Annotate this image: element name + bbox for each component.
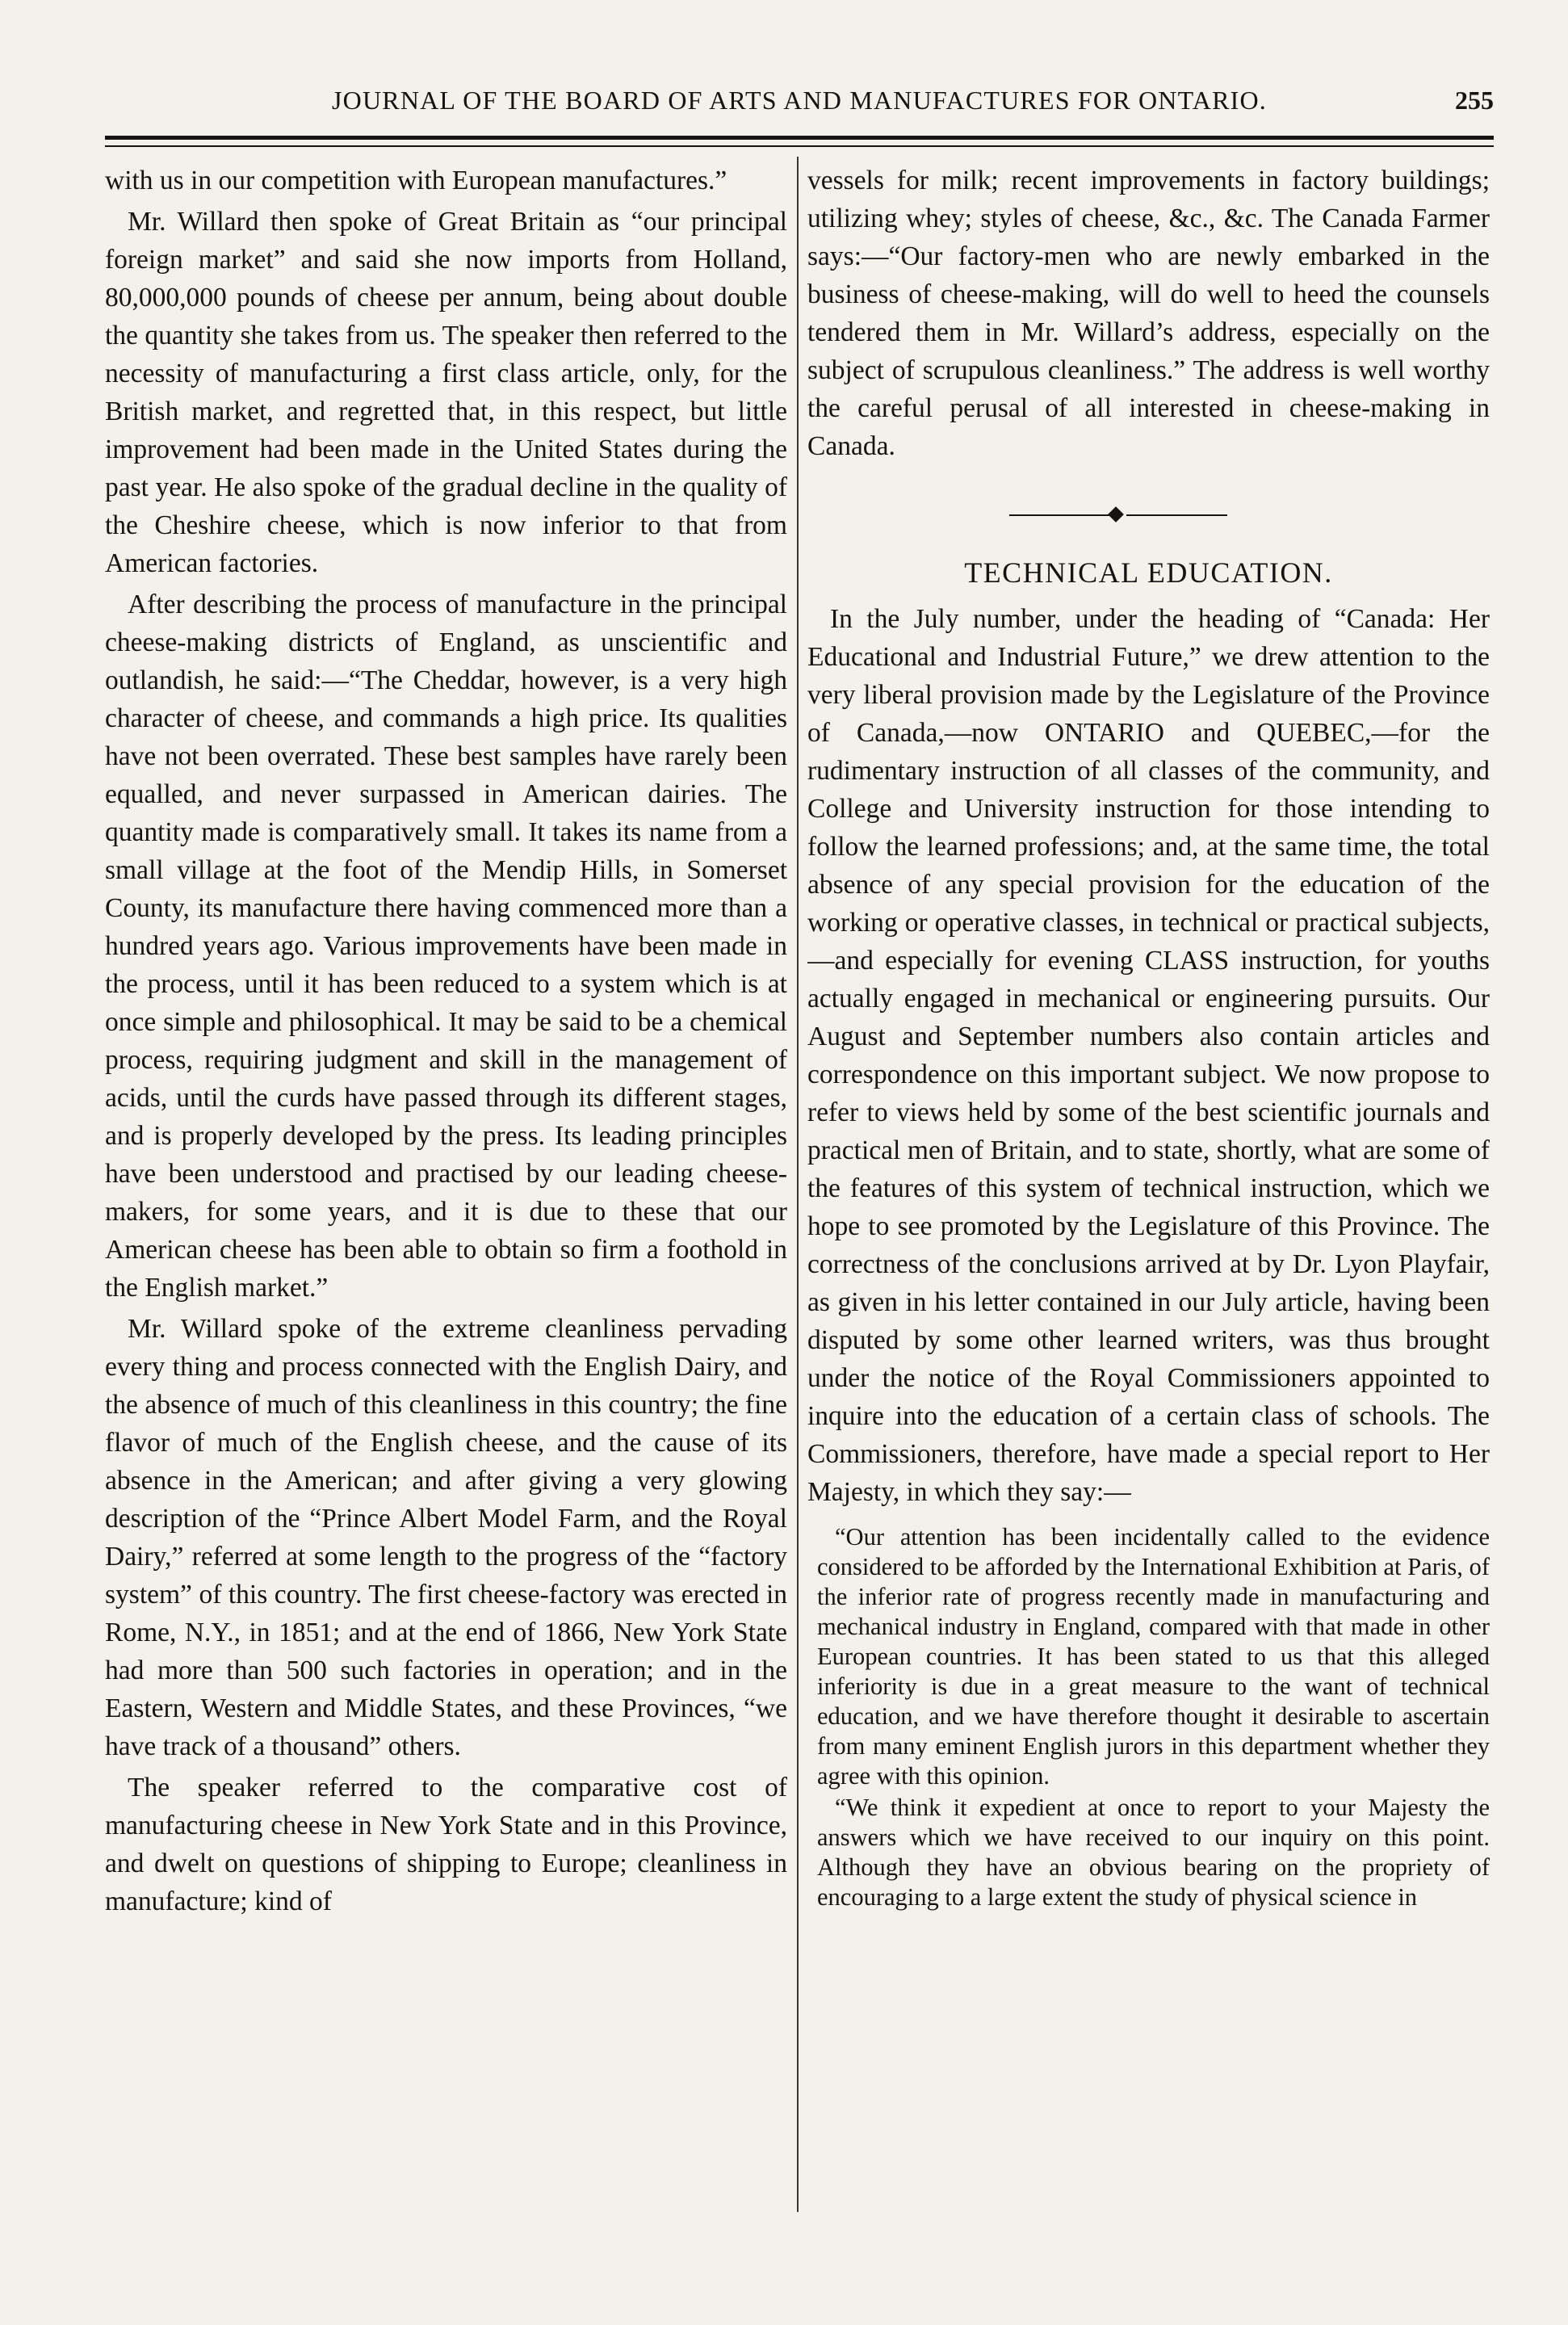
page-header: [105, 86, 1494, 126]
paragraph: In the July number, under the heading of “Canada: Her Educational and Industrial Future,” we drew attention to the very liberal provision made by the Legislature of the Province of Canada,—now ONTARIO and QUEBEC,—for the rudimentary instruction of all classes of the community, and College and University instruction for those intending to follow the learned professions; and, at the same time, the total absence of any special provision for the education of the working or operative classes, in technical or practical subjects,—and especially for evening CLASS instruction, for youths actually engaged in mechanical or engineering pursuits. Our August and September numbers also contain articles and correspondence on this important subject. We now propose to refer to views held by some of the best scientific journals and practical men of Britain, and to state, shortly, what are some of the features of this system of technical instruction, which we hope to see promoted by the Legislature of this Province. The correctness of the conclusions arrived at by Dr. Lyon Playfair, as given in his letter contained in our July article, having been disputed by some other learned writers, was thus brought under the notice of the Royal Commissioners appointed to inquire into the education of a certain class of schools. The Commissioners, therefore, have made a special report to Her Majesty, in which they say:—: [807, 604, 1490, 1507]
quote-paragraph: “Our attention has been incidentally called to the evidence considered to be afforded by the International Exhibition at Paris, of the inferior rate of progress recently made in manufacturing and mechanical industry in England, compared with that made in other European countries. It has been stated to us that this alleged inferiority is due in a great measure to the want of technical education, and we have therefore thought it desirable to ascertain from many eminent English jurors in this department whether they agree with this opinion.: [817, 1523, 1490, 1790]
section-ornament: [807, 499, 1490, 531]
paragraph: Mr. Willard then spoke of Great Britain as “our principal foreign market” and said she now imports from Holland, 80,000,000 pounds of cheese per annum, being about double the quantity she takes from us. The speaker then referred to the necessity of manufacturing a first class article, only, for the British market, and regretted that, in this respect, but little improvement had been made in the United States during the past year. He also spoke of the gradual decline in the quality of the Cheshire cheese, which is now inferior to that from American factories.: [105, 207, 787, 578]
column-divider: [797, 157, 799, 2212]
ornament-line: [1126, 514, 1227, 516]
paragraph: Mr. Willard spoke of the extreme cleanliness pervading every thing and process connected with the English Dairy, and the absence of much of this cleanliness in this country; the fine flavor of much of the English cheese, and the cause of its absence in the American; and after giving a very glowing description of the “Prince Albert Model Farm, and the Royal Dairy,” referred at some length to the progress of the “factory system” of this country. The first cheese-factory was erected in Rome, N.Y., in 1851; and at the end of 1866, New York State had more than 500 such factories in operation; and in the Eastern, Western and Middle States, and these Provinces, “we have track of a thousand” others.: [105, 1314, 787, 1761]
page-number: 255: [1455, 86, 1494, 115]
header-rule-thin: [105, 145, 1494, 147]
header-rule-thick: [105, 136, 1494, 140]
right-column: [807, 162, 1490, 2261]
block-quote: [807, 1522, 1490, 1912]
paragraph: vessels for milk; recent improvements in factory buildings; utilizing whey; styles of cheese, &c., &c. The Canada Farmer says:—“Our factory-men who are newly embarked in the business of cheese-making, will do well to heed the counsels tendered them in Mr. Willard’s address, especially on the subject of scrupulous cleanliness.” The address is well worthy the careful perusal of all interested in cheese-making in Canada.: [807, 166, 1490, 461]
diamond-icon: [1108, 506, 1124, 522]
left-column: [105, 162, 787, 2261]
quote-paragraph: “We think it expedient at once to report to your Majesty the answers which we have received to our inquiry on this point. Although they have an obvious bearing on the propriety of encouraging to a large extent the study of physical science in: [817, 1794, 1490, 1911]
section-heading: TECHNICAL EDUCATION.: [964, 556, 1333, 589]
paragraph: The speaker referred to the comparative cost of manufacturing cheese in New York State and in this Province, and dwelt on questions of shipping to Europe; cleanliness in manufacture; kind of: [105, 1773, 787, 1916]
paragraph: After describing the process of manufacture in the principal cheese-making districts of England, as unscientific and outlandish, he said:—“The Cheddar, however, is a very high character of cheese, and commands a high price. Its qualities have not been overrated. These best samples have rarely been equalled, and never surpassed in American dairies. The quantity made is comparatively small. It takes its name from a small village at the foot of the Mendip Hills, in Somerset County, its manufacture there having commenced more than a hundred years ago. Various improvements have been made in the process, until it has been reduced to a system which is at once simple and philosophical. It may be said to be a chemical process, requiring judgment and skill in the management of acids, until the curds have passed through its different stages, and is properly developed by the press. Its leading principles have been understood and practised by our leading cheese-makers, for some years, and it is due to these that our American cheese has been able to obtain so firm a foothold in the English market.”: [105, 590, 787, 1303]
running-title: JOURNAL OF THE BOARD OF ARTS AND MANUFACTURES FOR ONTARIO.: [332, 86, 1267, 115]
paragraph: with us in our competition with European manufactures.”: [105, 166, 727, 195]
ornament-line: [1009, 514, 1110, 516]
